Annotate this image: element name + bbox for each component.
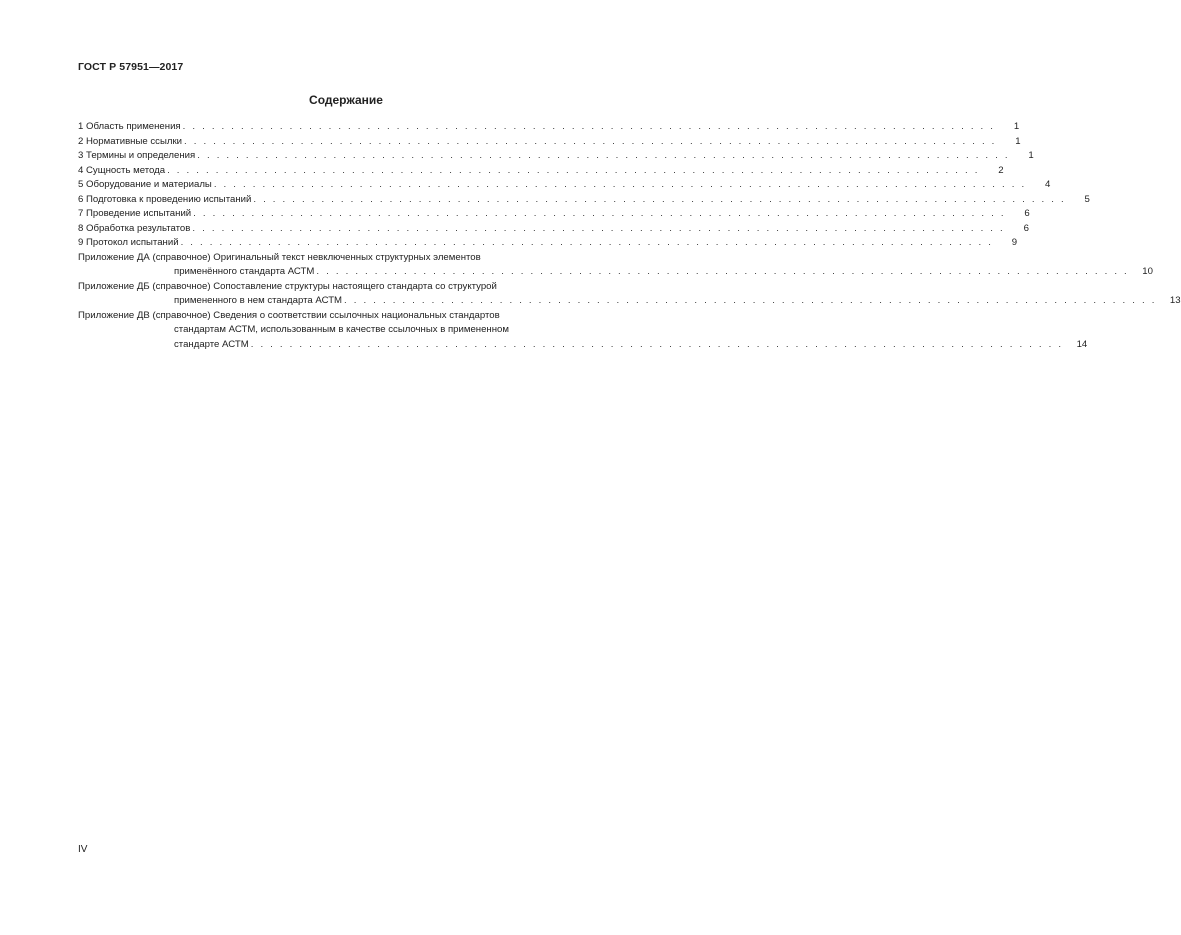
toc-page-number: 2: [998, 164, 1004, 176]
toc-entry-label-continuation: применённого стандарта АСТМ: [174, 266, 315, 277]
leader-dots: . . . . . . . . . . . . . . . . . . . . . . . . . . . . . . . . . . . . . . . . . . . . . . . . . . . . . . . . . . . . . . . . . . . . . . . . . . . . . . . . . . . .: [250, 338, 1064, 350]
leader-dots: . . . . . . . . . . . . . . . . . . . . . . . . . . . . . . . . . . . . . . . . . . . . . . . . . . . . . . . . . . . . . . . . . . . . . . . . . . . . . . . . . . . .: [197, 150, 1010, 161]
leader-dots: . . . . . . . . . . . . . . . . . . . . . . . . . . . . . . . . . . . . . . . . . . . . . . . . . . . . . . . . . . . . . . . . . . . . . . . . . . . . . . . . . . . .: [192, 222, 1005, 234]
leader-dots: . . . . . . . . . . . . . . . . . . . . . . . . . . . . . . . . . . . . . . . . . . . . . . . . . . . . . . . . . . . . . . . . . . . . . . . . . . . . . . . . . . . .: [182, 121, 996, 132]
toc-page-number: 9: [1011, 237, 1018, 248]
toc-entry-label-continuation: стандарте АСТМ: [174, 338, 249, 350]
toc-page-number: 4: [1045, 179, 1051, 190]
toc-entry-label: 4 Сущность метода: [78, 164, 166, 176]
toc-entry-label-continuation: примененного в нем стандарта АСТМ: [174, 295, 343, 306]
toc-entry-label: 5 Оборудование и материалы: [78, 179, 212, 190]
document-id: ГОСТ Р 57951—2017: [78, 61, 184, 73]
toc-page-number: 13: [1169, 295, 1181, 306]
toc-entry-label: Приложение ДВ (справочное) Сведения о соответствии ссылочных национальных стандартов: [78, 309, 500, 321]
toc-entry-5[interactable]: [78, 178, 1051, 193]
toc-entry-9[interactable]: [78, 236, 1018, 251]
toc-entry-1[interactable]: [78, 120, 1020, 135]
toc-entry-7[interactable]: [78, 207, 1030, 222]
toc-entry-label: 3 Термины и определения: [78, 150, 196, 161]
leader-dots: . . . . . . . . . . . . . . . . . . . . . . . . . . . . . . . . . . . . . . . . . . . . . . . . . . . . . . . . . . . . . . . . . . . . . . . . . . . . . . . . . . . .: [253, 193, 1066, 205]
toc-entry-appendix-da[interactable]: [78, 251, 1153, 280]
toc-page-number: 1: [1015, 135, 1021, 147]
toc-entry-4[interactable]: [78, 164, 1004, 179]
toc-entry-label: 9 Протокол испытаний: [78, 237, 179, 248]
toc-entry-appendix-db[interactable]: [78, 280, 1181, 309]
toc-entry-2[interactable]: [78, 135, 1021, 150]
toc-entry-label: 2 Нормативные ссылки: [78, 135, 183, 147]
toc-page-number: 6: [1024, 208, 1030, 219]
toc-page-number: 14: [1076, 338, 1088, 350]
toc-page-number: 1: [1028, 150, 1034, 161]
toc-page-number: 1: [1013, 121, 1020, 132]
page-number: IV: [78, 844, 88, 855]
leader-dots: . . . . . . . . . . . . . . . . . . . . . . . . . . . . . . . . . . . . . . . . . . . . . . . . . . . . . . . . . . . . . . . . . . . . . . . . . . . . . . . . . . . .: [180, 237, 994, 248]
toc-entry-label-continuation: стандартам АСТМ, использованным в качестве ссылочных в примененном: [174, 324, 509, 335]
toc-page-number: 5: [1084, 193, 1090, 205]
toc-entry-label: 8 Обработка результатов: [78, 222, 191, 234]
toc-entry-label: 6 Подготовка к проведению испытаний: [78, 193, 252, 205]
toc-page-number: 6: [1023, 222, 1029, 234]
toc-entry-6[interactable]: [78, 193, 1090, 208]
table-of-contents: [78, 120, 1181, 352]
leader-dots: . . . . . . . . . . . . . . . . . . . . . . . . . . . . . . . . . . . . . . . . . . . . . . . . . . . . . . . . . . . . . . . . . . . . . . . . . . . . . . . . . . . .: [193, 208, 1006, 219]
toc-entry-label: 7 Проведение испытаний: [78, 208, 192, 219]
toc-entry-label: Приложение ДБ (справочное) Сопоставление структуры настоящего стандарта со структурой: [78, 280, 497, 292]
toc-page-number: 10: [1142, 266, 1153, 277]
toc-entry-label: Приложение ДА (справочное) Оригинальный текст невключенных структурных элементов: [78, 251, 481, 263]
leader-dots: . . . . . . . . . . . . . . . . . . . . . . . . . . . . . . . . . . . . . . . . . . . . . . . . . . . . . . . . . . . . . . . . . . . . . . . . . . . . . . . . . . . .: [213, 179, 1027, 190]
toc-entry-label: 1 Область применения: [78, 121, 181, 132]
toc-entry-8[interactable]: [78, 222, 1029, 237]
toc-title: Содержание: [309, 93, 383, 107]
toc-entry-appendix-dv[interactable]: [78, 309, 1088, 353]
leader-dots: . . . . . . . . . . . . . . . . . . . . . . . . . . . . . . . . . . . . . . . . . . . . . . . . . . . . . . . . . . . . . . . . . . . . . . . . . . . . . . . . . . . .: [344, 295, 1157, 306]
leader-dots: . . . . . . . . . . . . . . . . . . . . . . . . . . . . . . . . . . . . . . . . . . . . . . . . . . . . . . . . . . . . . . . . . . . . . . . . . . . . . . . . . . . .: [184, 135, 997, 147]
leader-dots: . . . . . . . . . . . . . . . . . . . . . . . . . . . . . . . . . . . . . . . . . . . . . . . . . . . . . . . . . . . . . . . . . . . . . . . . . . . . . . . . . . . .: [316, 266, 1129, 277]
leader-dots: . . . . . . . . . . . . . . . . . . . . . . . . . . . . . . . . . . . . . . . . . . . . . . . . . . . . . . . . . . . . . . . . . . . . . . . . . . . . . . . . . . . .: [167, 164, 980, 176]
toc-entry-3[interactable]: [78, 149, 1034, 164]
